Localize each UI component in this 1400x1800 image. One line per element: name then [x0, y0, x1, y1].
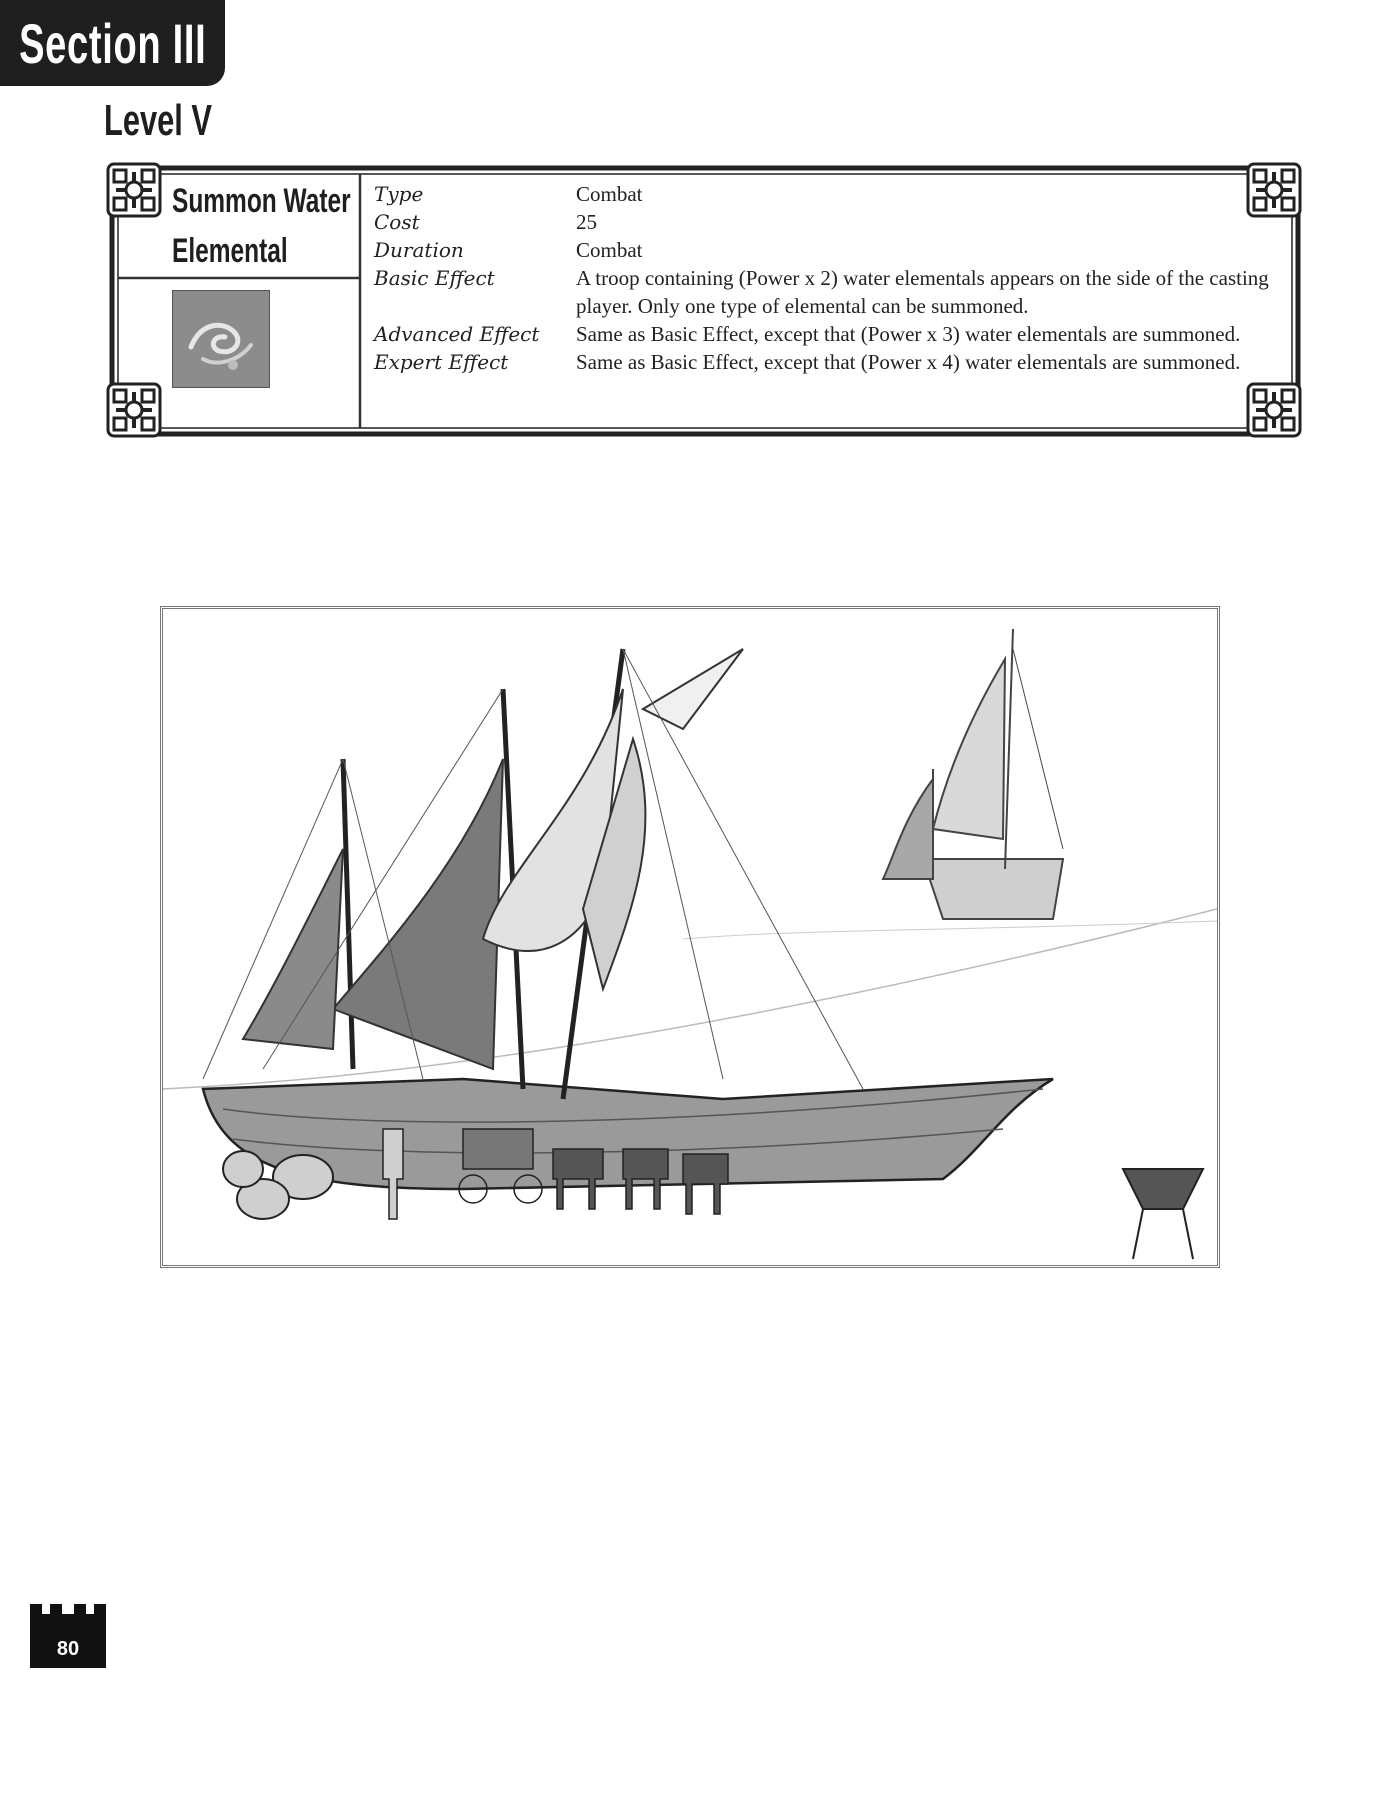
stat-label: Expert Effect	[374, 350, 509, 374]
spell-name-line1: Summon Water	[172, 182, 351, 220]
level-title: Level V	[104, 96, 212, 145]
section-tab	[0, 0, 225, 86]
spell-name-line2: Elemental	[172, 232, 288, 270]
stat-value: Combat	[576, 238, 643, 262]
stat-value: A troop containing (Power x 2) water elementals appears on the side of the casting player. Only one type of elemental can be summoned.	[576, 266, 1269, 318]
stat-label: Duration	[374, 238, 464, 262]
spell-name	[172, 176, 351, 276]
spell-box	[104, 162, 1306, 440]
stat-value: 25	[576, 210, 597, 234]
stat-row-cost	[374, 208, 1294, 236]
page-number: 80	[56, 1638, 80, 1660]
stat-row-advanced-effect	[374, 320, 1294, 348]
stat-label: Type	[374, 182, 424, 206]
stat-value: Combat	[576, 182, 643, 206]
stat-label: Advanced Effect	[374, 322, 540, 346]
spell-stats	[374, 180, 1294, 376]
stat-label: Cost	[374, 210, 420, 234]
stat-value: Same as Basic Effect, except that (Power x 3) water elementals are summoned.	[576, 322, 1241, 346]
ship-sketch-icon	[163, 609, 1217, 1265]
section-title: Section III	[18, 11, 207, 75]
stat-label: Basic Effect	[374, 266, 495, 290]
stat-row-basic-effect	[374, 264, 1294, 320]
stat-value: Same as Basic Effect, except that (Power x 4) water elementals are summoned.	[576, 350, 1241, 374]
ships-on-beach-illustration	[160, 606, 1220, 1268]
stat-row-type	[374, 180, 1294, 208]
stat-row-expert-effect	[374, 348, 1294, 376]
water-elemental-icon	[172, 290, 270, 388]
stat-row-duration	[374, 236, 1294, 264]
